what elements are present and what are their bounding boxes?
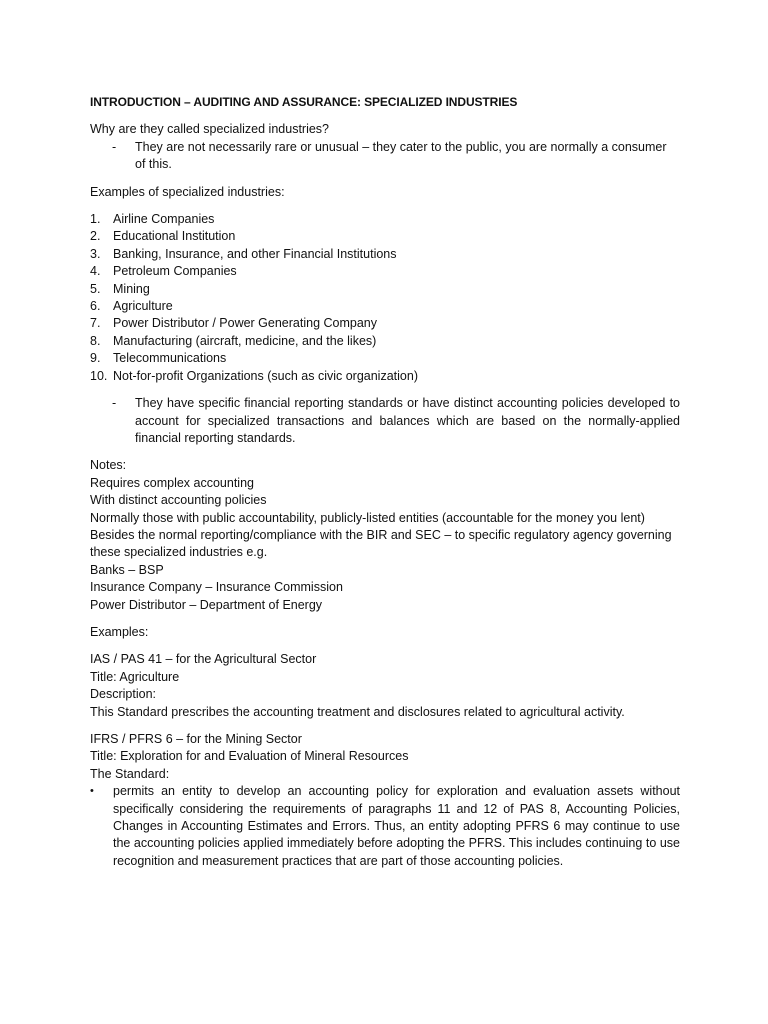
list-item-text: Telecommunications [113, 351, 227, 366]
list-number: 4. [90, 264, 101, 279]
list-number: 9. [90, 351, 101, 366]
list-item [90, 298, 680, 315]
bullet-marker: • [90, 785, 94, 798]
note-line: Banks – BSP [90, 562, 164, 577]
list-number: 1. [90, 212, 101, 227]
list-number: 3. [90, 246, 101, 261]
list-item-text: Manufacturing (aircraft, medicine, and the likes) [113, 333, 377, 348]
intro-answer: They are not necessarily rare or unusual – they cater to the public, you are normally a consumer of this. [135, 139, 667, 172]
list-item-text: Mining [113, 281, 150, 296]
notes-heading: Notes: [90, 458, 127, 473]
note-line: Normally those with public accountability, publicly-listed entities (accountable for the money you lent) [90, 510, 645, 525]
list-item-text: Agriculture [113, 299, 173, 314]
list-item-text: Airline Companies [113, 212, 215, 227]
list-number: 2. [90, 229, 101, 244]
standards-note-text: They have specific financial reporting standards or have distinct accounting policies developed to account for specialized transactions and balances which are based on the normally-applied financial reporting standards. [135, 396, 680, 445]
standards-note-item [90, 395, 680, 447]
ifrs6-title: Title: Exploration for and Evaluation of Mineral Resources [90, 749, 409, 764]
document-body [90, 94, 680, 870]
list-item [90, 211, 680, 228]
list-number: 5. [90, 281, 101, 296]
note-line: Besides the normal reporting/compliance with the BIR and SEC – to specific regulatory agency governing these specialized industries e.g. [90, 527, 672, 560]
list-item-text: Not-for-profit Organizations (such as civic organization) [113, 368, 418, 383]
list-number: 6. [90, 299, 101, 314]
dash-marker: - [112, 396, 117, 411]
list-number: 7. [90, 316, 101, 331]
list-item [90, 315, 680, 332]
list-item [90, 368, 680, 385]
dash-marker: - [112, 139, 117, 154]
list-item [90, 350, 680, 367]
industry-list [90, 211, 680, 385]
list-item-text: Petroleum Companies [113, 264, 237, 279]
list-item-text: Power Distributor / Power Generating Company [113, 316, 378, 331]
examples-heading: Examples of specialized industries: [90, 184, 285, 199]
list-item [90, 281, 680, 298]
list-item [90, 263, 680, 280]
intro-answer-item [90, 139, 680, 174]
list-item [90, 246, 680, 263]
note-line: With distinct accounting policies [90, 493, 267, 508]
ias41-heading: IAS / PAS 41 – for the Agricultural Sector [90, 652, 317, 667]
ifrs6-bullet-item [90, 783, 680, 870]
examples2-heading: Examples: [90, 624, 149, 639]
ifrs6-heading: IFRS / PFRS 6 – for the Mining Sector [90, 732, 302, 746]
note-line: Requires complex accounting [90, 475, 254, 490]
ias41-title: Title: Agriculture [90, 669, 180, 684]
ifrs6-standard-label: The Standard: [90, 766, 170, 781]
intro-question: Why are they called specialized industries? [90, 122, 330, 137]
document-title: INTRODUCTION – AUDITING AND ASSURANCE: SPECIALIZED INDUSTRIES [90, 95, 518, 109]
list-item [90, 333, 680, 350]
note-line: Insurance Company – Insurance Commission [90, 580, 343, 595]
list-number: 8. [90, 333, 101, 348]
ias41-description-label: Description: [90, 687, 156, 702]
note-line: Power Distributor – Department of Energy [90, 597, 323, 612]
list-item-text: Educational Institution [113, 229, 236, 244]
ias41-description: This Standard prescribes the accounting treatment and disclosures related to agricultural activity. [90, 704, 625, 719]
list-item [90, 228, 680, 245]
list-item-text: Banking, Insurance, and other Financial Institutions [113, 246, 397, 261]
list-number: 10. [90, 368, 108, 383]
ifrs6-bullet-text: permits an entity to develop an accounting policy for exploration and evaluation assets without specifically considering the requirements of paragraphs 11 and 12 of PAS 8, Accounting Policies, Changes in Accounting Estimates and Errors. Thus, an entity adopting PFRS 6 may continue to use the accounting policies applied immediately before adopting the PFRS. This includes continuing to use recognition and measurement practices that are part of those accounting policies. [113, 784, 680, 868]
